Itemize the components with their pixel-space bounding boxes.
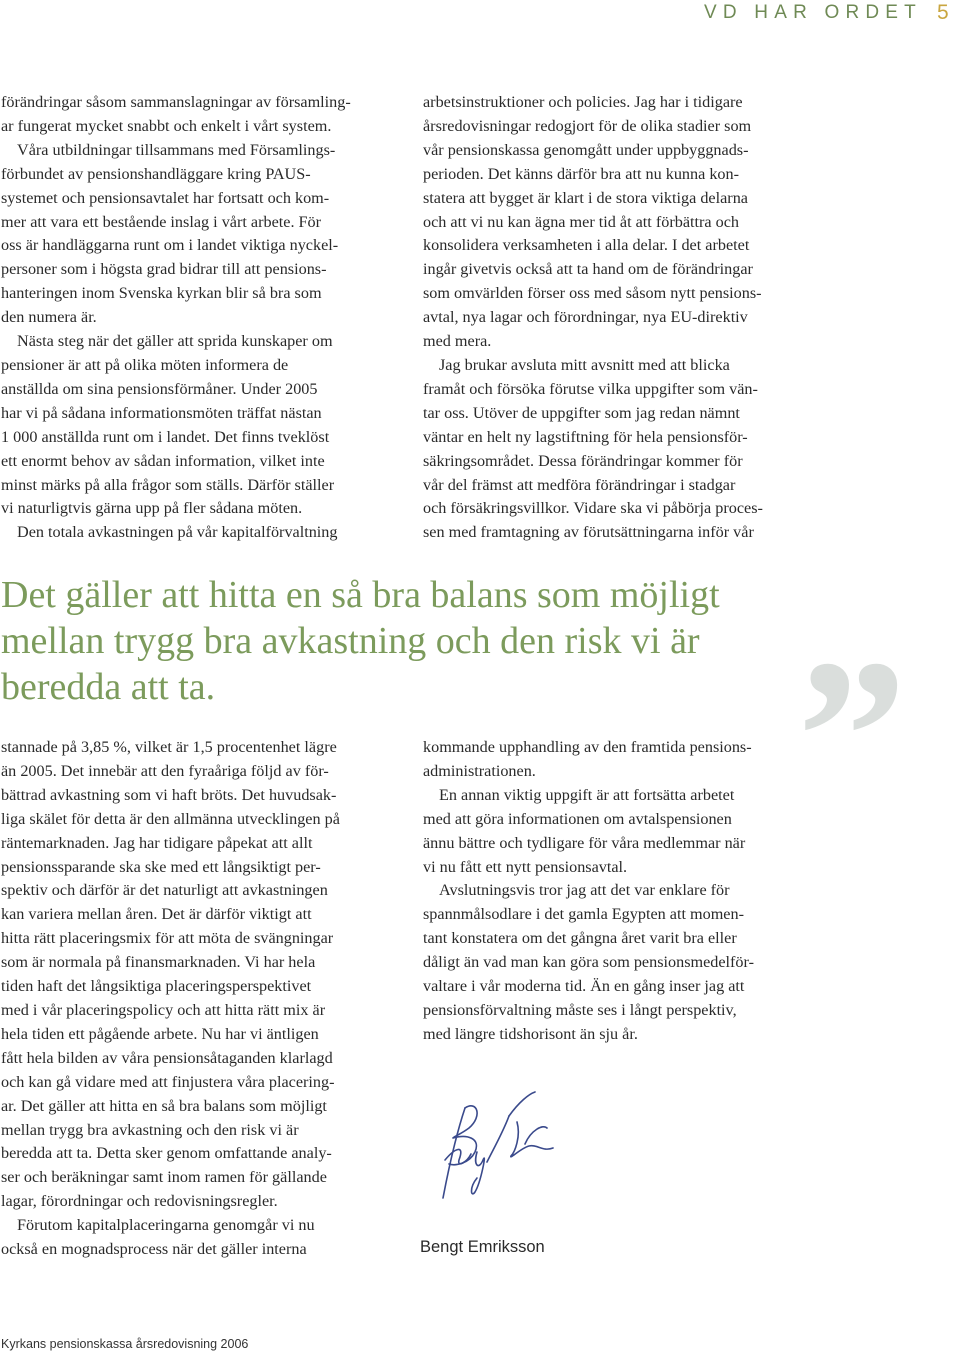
text-line: liga skälet för detta är den allmänna utvecklingen på	[1, 809, 340, 828]
paragraph	[423, 736, 823, 784]
text-line: med i vår placeringspolicy och att hitta rätt mix är	[1, 1000, 326, 1019]
pull-quote-line: Det gäller att hitta en så bra balans som möjligt	[1, 574, 720, 616]
text-line: Våra utbildningar tillsammans med Församlings-	[17, 140, 336, 159]
text-line: anställda om sina pensionsförmåner. Under 2005	[1, 379, 318, 398]
text-line: ar fungerat mycket snabbt och enkelt i vårt system.	[1, 116, 332, 135]
footer-publication: Kyrkans pensionskassa årsredovisning 2006	[1, 1337, 249, 1351]
text-line: oss är handläggarna runt om i landet viktiga nyckel-	[1, 236, 339, 255]
text-line: ar. Det gäller att hitta en så bra balans som möjligt	[1, 1096, 327, 1115]
paragraph	[423, 91, 823, 354]
paragraph	[423, 354, 823, 545]
text-line: med att göra informationen om avtalspensionen	[423, 809, 732, 828]
text-line: vår del främst att medföra förändringar i stadgar	[423, 475, 736, 494]
column-top-left	[1, 91, 401, 545]
paragraph	[1, 330, 401, 521]
text-line: med mera.	[423, 332, 492, 351]
paragraph	[1, 736, 401, 1214]
text-line: och försäkringsvillkor. Vidare ska vi påbörja proces-	[423, 499, 763, 518]
pull-quote	[1, 572, 801, 710]
text-line: också en mognadsprocess när det gäller interna	[1, 1240, 307, 1259]
text-line: kan variera mellan åren. Det är därför viktigt att	[1, 905, 312, 924]
page-number: 5	[937, 1, 949, 24]
text-line: Nästa steg när det gäller att sprida kunskaper om	[17, 332, 333, 351]
text-line: ingår givetvis också att ta hand om de förändringar	[423, 260, 753, 279]
paragraph	[1, 1214, 401, 1262]
column-bottom-right	[423, 736, 823, 1047]
text-line: administrationen.	[423, 761, 536, 780]
text-line: personer som i högsta grad bidrar till att pensions-	[1, 260, 327, 279]
text-line: mellan trygg bra avkastning och den risk vi är	[1, 1120, 299, 1139]
text-line: valtare i vår moderna tid. Än en gång inser jag att	[423, 977, 745, 996]
text-line: sen med framtagning av förutsättningarna inför vår	[423, 523, 754, 542]
text-line: som är normala på finansmarknaden. Vi har hela	[1, 953, 316, 972]
text-line: hanteringen inom Svenska kyrkan blir så bra som	[1, 284, 322, 303]
text-line: och kan gå vidare med att finjustera våra placering-	[1, 1072, 335, 1091]
text-line: hela tiden ett pågående arbete. Nu har vi äntligen	[1, 1024, 319, 1043]
text-line: pensionssparande ska ske med ett långsiktigt per-	[1, 857, 321, 876]
text-line: Förutom kapitalplaceringarna genomgår vi nu	[17, 1216, 315, 1235]
text-line: systemet och pensionsavtalet har fortsatt och kom-	[1, 188, 330, 207]
text-line: konsolidera verksamheten i alla delar. I det arbetet	[423, 236, 750, 255]
text-line: räntemarknaden. Jag har tidigare påpekat att allt	[1, 833, 313, 852]
text-line: perioden. Det känns därför bra att nu kunna kon-	[423, 164, 740, 183]
text-line: än 2005. Det innebär att den fyraåriga följd av för-	[1, 761, 329, 780]
text-line: avtal, nya lagar och förordningar, nya EU-direktiv	[423, 308, 748, 327]
text-line: beredda att ta. Detta sker genom omfattande analy-	[1, 1144, 332, 1163]
paragraph	[423, 784, 823, 880]
text-line: spannmålsodlare i det gamla Egypten att momen-	[423, 905, 744, 924]
text-line: statera att bygget är klart i de stora viktiga delarna	[423, 188, 748, 207]
text-line: pensioner är att på olika möten informera de	[1, 355, 289, 374]
text-line: väntar en helt ny lagstiftning för hela pensionsför-	[423, 427, 748, 446]
text-line: lagar, förordningar och redovisningsregler.	[1, 1192, 278, 1211]
text-line: dåligt än vad man kan göra som pensionsmedelför-	[423, 953, 754, 972]
paragraph	[1, 521, 401, 545]
text-line: pensionsförvaltning måste ses i långt perspektiv,	[423, 1000, 737, 1019]
text-line: tant konstatera om det gångna året varit bra eller	[423, 929, 737, 948]
handwritten-signature	[425, 1086, 585, 1206]
signer-name: Bengt Emriksson	[420, 1238, 545, 1256]
pull-quote-line: beredda att ta.	[1, 666, 216, 708]
quotation-mark-icon: ”	[797, 614, 907, 858]
text-line: ser och beräkningar samt inom ramen för gällande	[1, 1168, 327, 1187]
text-line: stannade på 3,85 %, vilket är 1,5 procentenhet lägre	[1, 738, 337, 756]
text-line: den numera är.	[1, 308, 97, 327]
section-title: VD HAR ORDET	[704, 2, 922, 23]
text-line: arbetsinstruktioner och policies. Jag har i tidigare	[423, 93, 743, 111]
text-line: minst märks på alla frågor som ställs. Därför ställer	[1, 475, 335, 494]
column-bottom-left	[1, 736, 401, 1262]
text-line: kommande upphandling av den framtida pensions-	[423, 738, 752, 756]
text-line: Jag brukar avsluta mitt avsnitt med att blicka	[439, 355, 730, 374]
text-line: bättrad avkastning som vi haft bröts. Det huvudsak-	[1, 785, 337, 804]
text-line: och att vi nu kan ägna mer tid åt att förbättra och	[423, 212, 739, 231]
text-line: ännu bättre och tydligare för våra medlemmar när	[423, 833, 746, 852]
text-line: 1 000 anställda runt om i landet. Det finns tveklöst	[1, 427, 330, 446]
paragraph	[423, 879, 823, 1046]
text-line: ett enormt behov av sådan information, vilket inte	[1, 451, 325, 470]
text-line: förändringar såsom sammanslagningar av församling-	[1, 93, 351, 111]
text-line: framåt och försöka förutse vilka uppgifter som vän-	[423, 379, 758, 398]
pull-quote-line: mellan trygg bra avkastning och den risk vi är	[1, 620, 700, 662]
paragraph	[1, 91, 401, 139]
text-line: årsredovisningar redogjort för de olika stadier som	[423, 116, 752, 135]
text-line: mer att vara ett bestående inslag i vårt arbete. För	[1, 212, 322, 231]
text-line: med längre tidshorisont än sju år.	[423, 1024, 638, 1043]
text-line: Avslutningsvis tror jag att det var enklare för	[439, 881, 730, 900]
column-top-right	[423, 91, 823, 545]
text-line: hitta rätt placeringsmix för att möta de svängningar	[1, 929, 334, 948]
text-line: vi naturligtvis gärna upp på fler sådana möten.	[1, 499, 303, 518]
paragraph	[1, 139, 401, 330]
text-line: tar oss. Utöver de uppgifter som jag redan nämnt	[423, 403, 740, 422]
text-line: vår pensionskassa genomgått under uppbyggnads-	[423, 140, 749, 159]
text-line: vi nu fått ett nytt pensionsavtal.	[423, 857, 628, 876]
text-line: har vi på sådana informationsmöten träffat nästan	[1, 403, 322, 422]
text-line: säkringsområdet. Dessa förändringar kommer för	[423, 451, 743, 470]
text-line: som omvärlden förser oss med såsom nytt pensions-	[423, 284, 762, 303]
text-line: tiden haft det långsiktiga placeringsperspektivet	[1, 977, 312, 996]
text-line: Den totala avkastningen på vår kapitalförvaltning	[17, 523, 338, 542]
text-line: förbundet av pensionshandläggare kring PAUS-	[1, 164, 311, 183]
text-line: En annan viktig uppgift är att fortsätta arbetet	[439, 785, 735, 804]
text-line: spektiv och därför är det naturligt att avkastningen	[1, 881, 328, 900]
text-line: fått hela bilden av våra pensionsåtaganden klarlagd	[1, 1048, 333, 1067]
